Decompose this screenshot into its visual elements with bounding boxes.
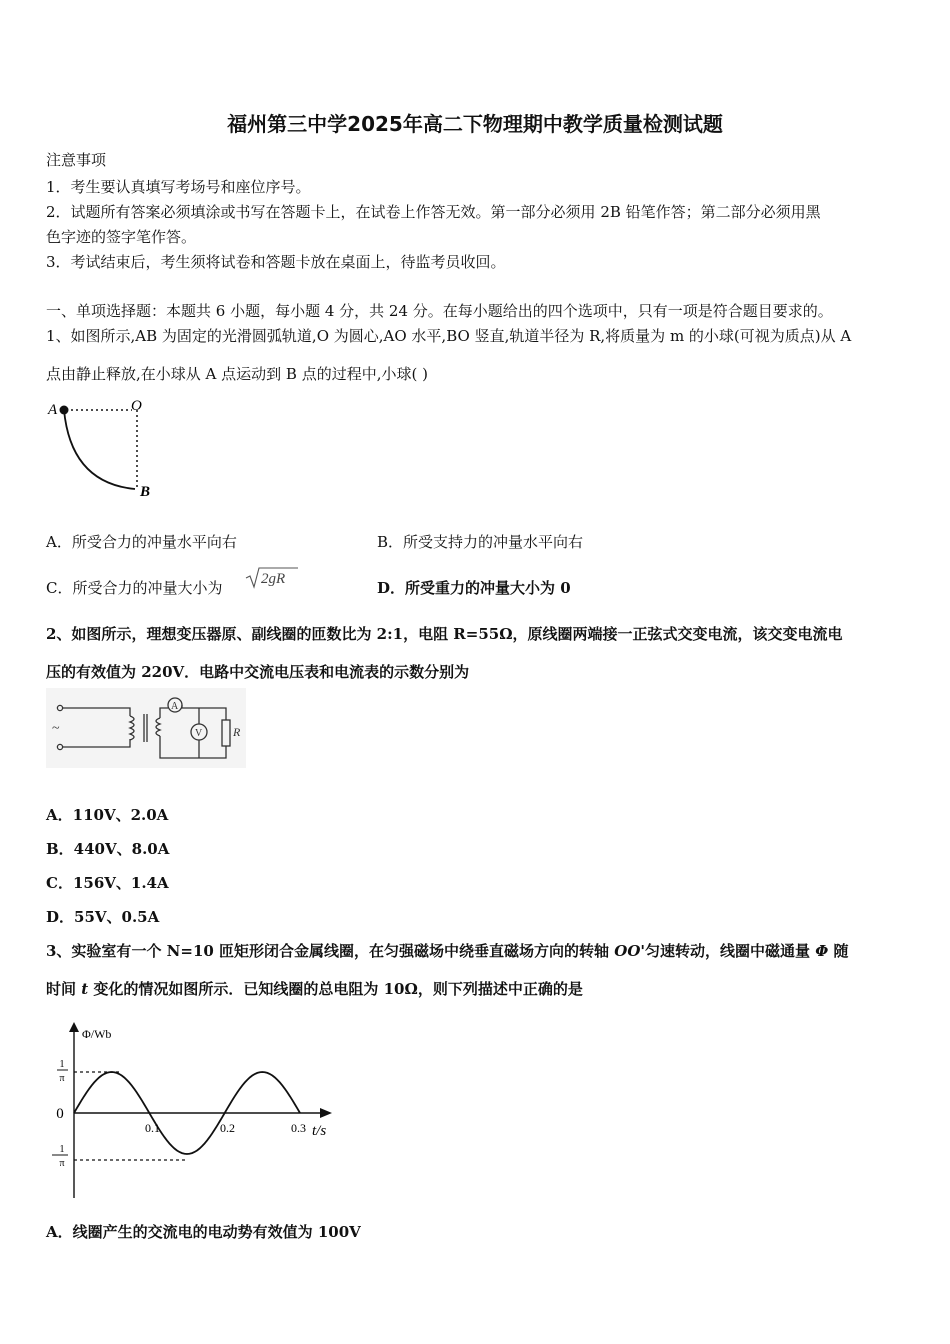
rotation-axis: OO' [614, 942, 645, 960]
q1-option-b: B．所受支持力的冲量水平向右 [377, 533, 584, 551]
sqrt-radicand: 2gR [261, 571, 286, 587]
point-o-label: O [131, 398, 142, 414]
q2-stem-line1: 2、如图所示，理想变压器原、副线圈的匝数比为 2:1，电阻 R=55Ω，原线圈两端接一正弦式交变电流，该交变电流电 [46, 625, 843, 643]
ac-source-symbol: ~ [52, 721, 60, 736]
section-heading: 一、单项选择题：本题共 6 小题，每小题 4 分，共 24 分。在每小题给出的四个选项中，只有一项是符合题目要求的。 [46, 302, 833, 320]
q2-option-d: D．55V、0.5A [46, 908, 160, 926]
y-tick-label-min: π [59, 1158, 65, 1169]
point-a-label: A [48, 402, 58, 418]
x-tick-label: 0.1 [145, 1121, 160, 1135]
flux-symbol: Φ [815, 942, 829, 960]
x-axis-label: t/s [312, 1123, 327, 1139]
voltmeter-label: V [195, 728, 203, 739]
x-tick-label: 0.3 [291, 1121, 306, 1135]
q1-option-c: C．所受合力的冲量大小为 [46, 579, 223, 597]
notice-item: 2．试题所有答案必须填涂或书写在答题卡上，在试卷上作答无效。第一部分必须用 2B 铅笔作答；第二部分必须用黑 [46, 203, 821, 221]
q1-stem-line1: 1、如图所示,AB 为固定的光滑圆弧轨道,O 为圆心,AO 水平,BO 竖直,轨道半径为 R,将质量为 m 的小球(可视为质点)从 A [46, 327, 852, 345]
page-title: 福州第三中学2025年高二下物理期中教学质量检测试题 [227, 112, 723, 136]
q1-arc-track-figure [40, 393, 175, 503]
q2-transformer-circuit-figure [46, 688, 246, 768]
q3-stem-line2 [46, 979, 583, 999]
q2-option-a: A．110V、2.0A [46, 806, 169, 824]
time-symbol: t [81, 980, 89, 998]
q3-stem-text: 随 [828, 942, 849, 960]
q2-option-b: B．440V、8.0A [46, 840, 170, 858]
y-tick-label-min: 1 [59, 1144, 65, 1155]
y-tick-label-zero: 0 [56, 1106, 64, 1122]
notice-item: 1．考生要认真填写考场号和座位序号。 [46, 178, 311, 196]
q3-flux-time-chart [40, 1018, 340, 1203]
ammeter-label: A [171, 701, 179, 712]
q2-stem-line2: 压的有效值为 220V．电路中交流电压表和电流表的示数分别为 [46, 663, 470, 681]
sqrt-2gr-formula [244, 565, 300, 591]
q3-stem-text: 3、实验室有一个 N=10 匝矩形闭合金属线圈，在匀强磁场中绕垂直磁场方向的转轴 [46, 942, 615, 960]
q1-option-d: D．所受重力的冲量大小为 0 [377, 579, 571, 597]
q3-option-a: A．线圈产生的交流电的电动势有效值为 100V [46, 1223, 361, 1241]
q3-stem-text: 变化的情况如图所示．已知线圈的总电阻为 10Ω，则下列描述中正确的是 [88, 980, 583, 998]
notice-heading: 注意事项 [46, 151, 107, 169]
y-axis-arrow [69, 1022, 79, 1032]
q3-stem-text: 匀速转动，线圈中磁通量 [645, 942, 816, 960]
arc-track [64, 410, 135, 489]
notice-item: 色字迹的签字笔作答。 [46, 228, 197, 246]
q2-option-c: C．156V、1.4A [46, 874, 169, 892]
q3-stem-text: 时间 [46, 980, 82, 998]
ball-dot [60, 406, 69, 415]
notice-item: 3．考试结束后，考生须将试卷和答题卡放在桌面上，待监考员收回。 [46, 253, 506, 271]
y-tick-label-max: π [59, 1073, 65, 1084]
q3-stem-line1 [46, 941, 849, 961]
q1-option-a: A．所受合力的冲量水平向右 [46, 533, 237, 551]
q1-stem-line2: 点由静止释放,在小球从 A 点运动到 B 点的过程中,小球( ) [46, 365, 428, 383]
resistor-label: R [233, 725, 241, 739]
x-axis-arrow [320, 1108, 332, 1118]
y-axis-label: Φ/Wb [82, 1027, 112, 1041]
figure-background [46, 688, 246, 768]
x-tick-label: 0.2 [220, 1121, 235, 1135]
point-b-label: B [140, 484, 151, 500]
y-tick-label-max: 1 [59, 1059, 65, 1070]
